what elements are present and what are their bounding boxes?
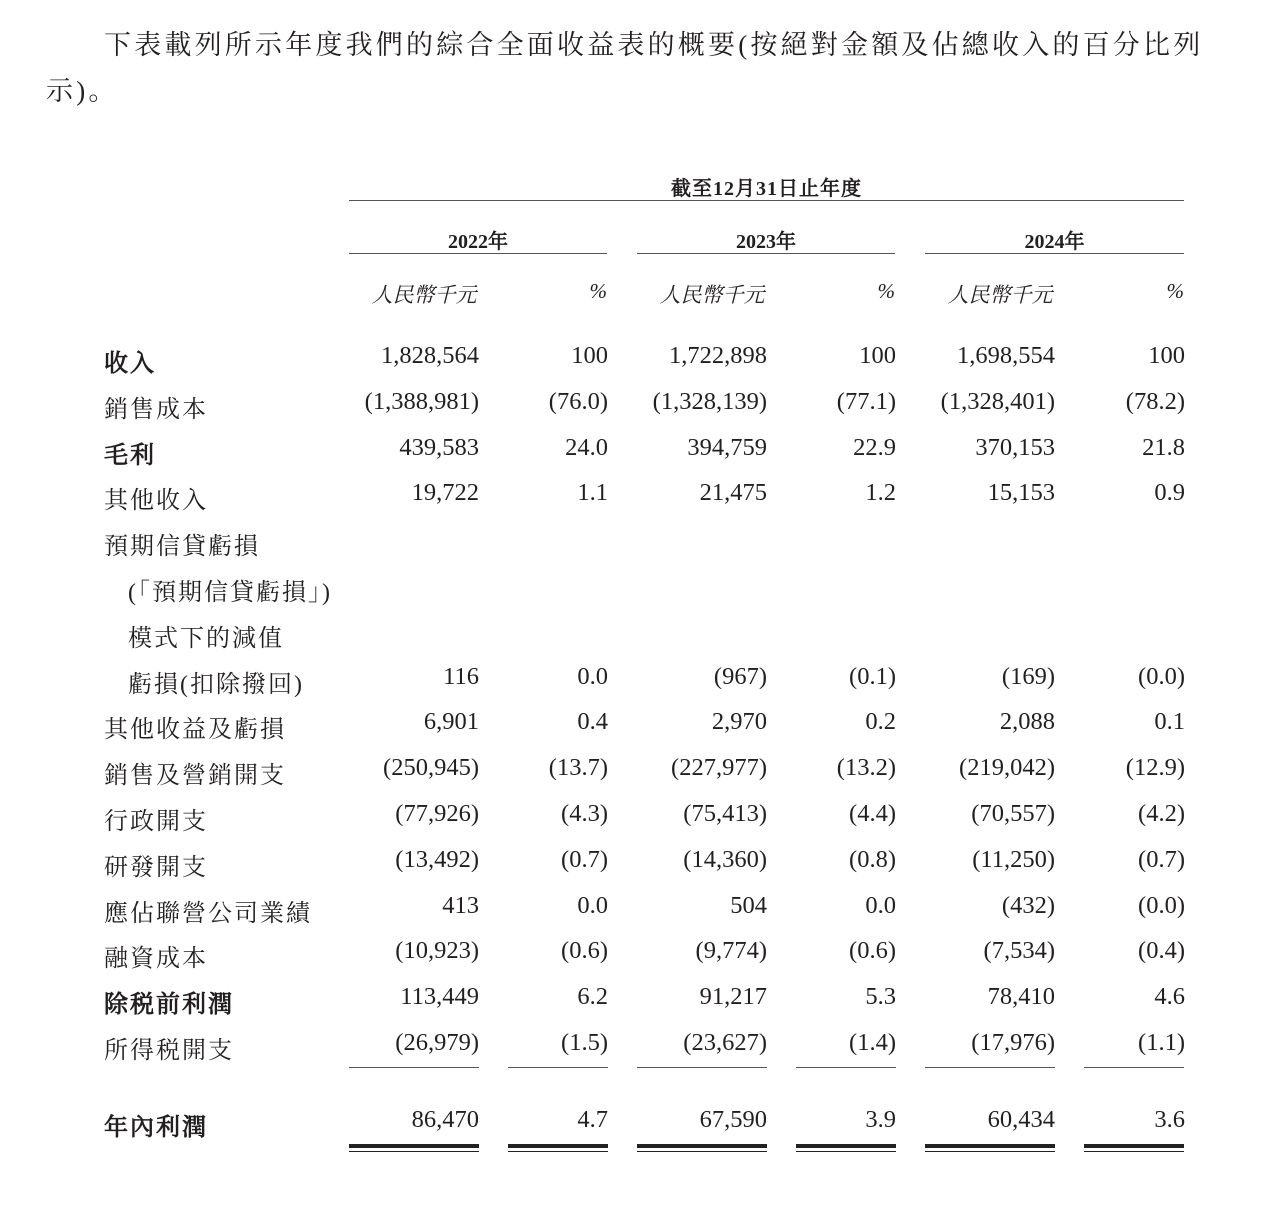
cell-amount-2022: 113,449 <box>400 983 479 1011</box>
cell-amount-2023: (14,360) <box>683 845 767 873</box>
total-double-rule-2022-amount <box>349 1144 479 1152</box>
subtotal-rule-2023-amount <box>637 1067 767 1068</box>
cell-percent-2024: (0.7) <box>1138 845 1185 873</box>
cell-amount-2024: (7,534) <box>983 937 1055 965</box>
cell-percent-2024: (78.2) <box>1125 387 1185 415</box>
unit-percent-2023: % <box>877 279 895 303</box>
subtotal-rule-2024-amount <box>925 1067 1055 1068</box>
cell-amount-2022: (13,492) <box>395 845 479 873</box>
cell-amount-2022: 413 <box>442 891 479 919</box>
cell-percent-2023: 22.9 <box>853 433 896 461</box>
row-label: 研發開支 <box>104 854 208 881</box>
cell-amount-2023: (75,413) <box>683 800 767 827</box>
cell-amount-2023: 91,217 <box>699 983 767 1011</box>
cell-percent-2023: (1.4) <box>849 1029 896 1056</box>
cell-amount-2023: 21,475 <box>699 479 767 507</box>
cell-percent-2022: (4.3) <box>561 800 608 827</box>
cell-amount-2022: (1,388,981) <box>364 387 479 415</box>
cell-amount-2022: (26,979) <box>395 1029 479 1056</box>
cell-amount-2022: 86,470 <box>411 1106 479 1133</box>
cell-amount-2022: 439,583 <box>399 433 479 461</box>
cell-amount-2023: 504 <box>730 891 767 919</box>
cell-amount-2024: (11,250) <box>972 845 1055 873</box>
year-header-2024: 2024年 <box>1024 231 1085 253</box>
row-label-line: (「預期信貸虧損」) <box>128 580 332 606</box>
cell-amount-2022: (250,945) <box>383 754 479 782</box>
unit-percent-2024: % <box>1166 279 1184 303</box>
row-label: 毛利 <box>104 442 156 469</box>
cell-percent-2024: 0.9 <box>1154 479 1185 507</box>
total-double-rule-2022-percent <box>508 1144 608 1152</box>
cell-percent-2024: (1.1) <box>1138 1029 1185 1056</box>
unit-amount-2022: 人民幣千元 <box>371 283 477 307</box>
cell-percent-2024: 4.6 <box>1154 983 1185 1011</box>
cell-percent-2024: 3.6 <box>1154 1106 1185 1133</box>
cell-percent-2023: 3.9 <box>865 1106 896 1133</box>
cell-percent-2023: (0.6) <box>849 937 896 965</box>
row-label: 年內利潤 <box>104 1115 208 1141</box>
total-double-rule-2023-percent <box>796 1144 896 1152</box>
cell-amount-2024: (219,042) <box>959 754 1055 782</box>
cell-percent-2023: 100 <box>859 342 896 369</box>
cell-amount-2023: (9,774) <box>695 937 767 965</box>
row-label: 應佔聯營公司業績 <box>104 900 312 927</box>
unit-amount-2023: 人民幣千元 <box>659 283 765 307</box>
cell-percent-2024: 21.8 <box>1142 433 1185 461</box>
cell-percent-2023: 1.2 <box>865 479 896 507</box>
cell-percent-2022: 0.0 <box>577 662 608 690</box>
cell-percent-2023: 5.3 <box>865 983 896 1011</box>
cell-amount-2023: 394,759 <box>687 433 767 461</box>
cell-percent-2022: (0.7) <box>561 845 608 873</box>
cell-amount-2023: (23,627) <box>683 1029 767 1056</box>
cell-percent-2024: (0.0) <box>1138 891 1185 919</box>
subtotal-rule-2023-percent <box>796 1067 896 1068</box>
subtotal-rule-2024-percent <box>1084 1067 1184 1068</box>
unit-percent-2022: % <box>589 279 607 303</box>
cell-percent-2023: 0.0 <box>865 891 896 919</box>
row-label-line: 預期信貸虧損 <box>104 534 260 561</box>
subtotal-rule-2022-amount <box>349 1067 479 1068</box>
cell-percent-2022: 0.4 <box>577 708 608 736</box>
cell-amount-2024: (1,328,401) <box>940 387 1055 415</box>
cell-amount-2022: (10,923) <box>395 937 479 965</box>
cell-amount-2024: 15,153 <box>987 479 1055 507</box>
cell-percent-2024: (0.0) <box>1138 662 1185 690</box>
cell-amount-2023: (1,328,139) <box>652 387 767 415</box>
cell-amount-2024: (169) <box>1001 662 1055 690</box>
cell-percent-2022: (13.7) <box>548 754 608 782</box>
cell-percent-2022: (76.0) <box>548 387 608 415</box>
cell-amount-2022: 6,901 <box>423 708 479 736</box>
year-rule-2024 <box>925 253 1184 254</box>
total-double-rule-2024-percent <box>1084 1144 1184 1152</box>
cell-amount-2024: (17,976) <box>971 1029 1055 1056</box>
cell-amount-2022: 1,828,564 <box>381 342 479 369</box>
cell-percent-2024: (0.4) <box>1138 937 1185 965</box>
year-rule-2023 <box>637 253 895 254</box>
cell-percent-2022: 24.0 <box>565 433 608 461</box>
cell-percent-2023: 0.2 <box>865 708 896 736</box>
cell-percent-2023: (13.2) <box>836 754 896 782</box>
cell-amount-2023: (227,977) <box>671 754 767 782</box>
cell-amount-2024: 370,153 <box>975 433 1055 461</box>
cell-percent-2022: 6.2 <box>577 983 608 1011</box>
cell-amount-2024: (70,557) <box>971 800 1055 827</box>
cell-amount-2024: (432) <box>1001 891 1055 919</box>
cell-amount-2024: 1,698,554 <box>957 342 1055 369</box>
cell-amount-2024: 78,410 <box>987 983 1055 1011</box>
intro-paragraph: 下表載列所示年度我們的綜合全面收益表的概要(按絕對金額及佔總收入的百分比列示)。 <box>46 30 1204 106</box>
period-header-rule <box>349 200 1184 201</box>
cell-percent-2024: 0.1 <box>1154 708 1185 736</box>
cell-amount-2024: 2,088 <box>999 708 1055 736</box>
cell-percent-2024: 100 <box>1148 342 1185 369</box>
row-label: 除税前利潤 <box>104 992 234 1019</box>
cell-percent-2022: 1.1 <box>577 479 608 507</box>
year-rule-2022 <box>349 253 607 254</box>
cell-percent-2022: (1.5) <box>561 1029 608 1056</box>
row-label: 銷售成本 <box>104 396 208 423</box>
cell-percent-2024: (12.9) <box>1125 754 1185 782</box>
cell-amount-2023: 2,970 <box>711 708 767 736</box>
total-double-rule-2024-amount <box>925 1144 1055 1152</box>
cell-percent-2022: 0.0 <box>577 891 608 919</box>
cell-percent-2022: 100 <box>571 342 608 369</box>
row-label: 其他收益及虧損 <box>104 717 286 744</box>
cell-amount-2022: 19,722 <box>411 479 479 507</box>
year-header-2023: 2023年 <box>736 231 796 253</box>
cell-percent-2024: (4.2) <box>1138 800 1185 827</box>
cell-percent-2022: 4.7 <box>577 1106 608 1133</box>
cell-percent-2022: (0.6) <box>561 937 608 965</box>
subtotal-rule-2022-percent <box>508 1067 608 1068</box>
cell-amount-2023: 1,722,898 <box>669 342 767 369</box>
period-header: 截至12月31日止年度 <box>671 178 862 200</box>
row-label-line: 虧損(扣除撥回) <box>128 671 304 698</box>
cell-percent-2023: (4.4) <box>849 800 896 827</box>
cell-amount-2022: (77,926) <box>395 800 479 827</box>
year-header-2022: 2022年 <box>448 231 508 253</box>
row-label: 其他收入 <box>104 488 208 515</box>
row-label: 銷售及營銷開支 <box>104 763 286 790</box>
cell-amount-2022: 116 <box>443 662 479 690</box>
unit-amount-2024: 人民幣千元 <box>947 283 1053 307</box>
cell-percent-2023: (0.8) <box>849 845 896 873</box>
row-label: 融資成本 <box>104 946 208 973</box>
cell-amount-2023: 67,590 <box>699 1106 767 1133</box>
cell-percent-2023: (0.1) <box>849 662 896 690</box>
row-label: 收入 <box>104 351 156 377</box>
cell-amount-2023: (967) <box>713 662 767 690</box>
row-label: 行政開支 <box>104 809 208 835</box>
row-label-line: 模式下的減值 <box>128 625 284 652</box>
cell-amount-2024: 60,434 <box>987 1106 1055 1133</box>
row-label: 所得税開支 <box>104 1038 234 1064</box>
cell-percent-2023: (77.1) <box>836 387 896 415</box>
total-double-rule-2023-amount <box>637 1144 767 1152</box>
